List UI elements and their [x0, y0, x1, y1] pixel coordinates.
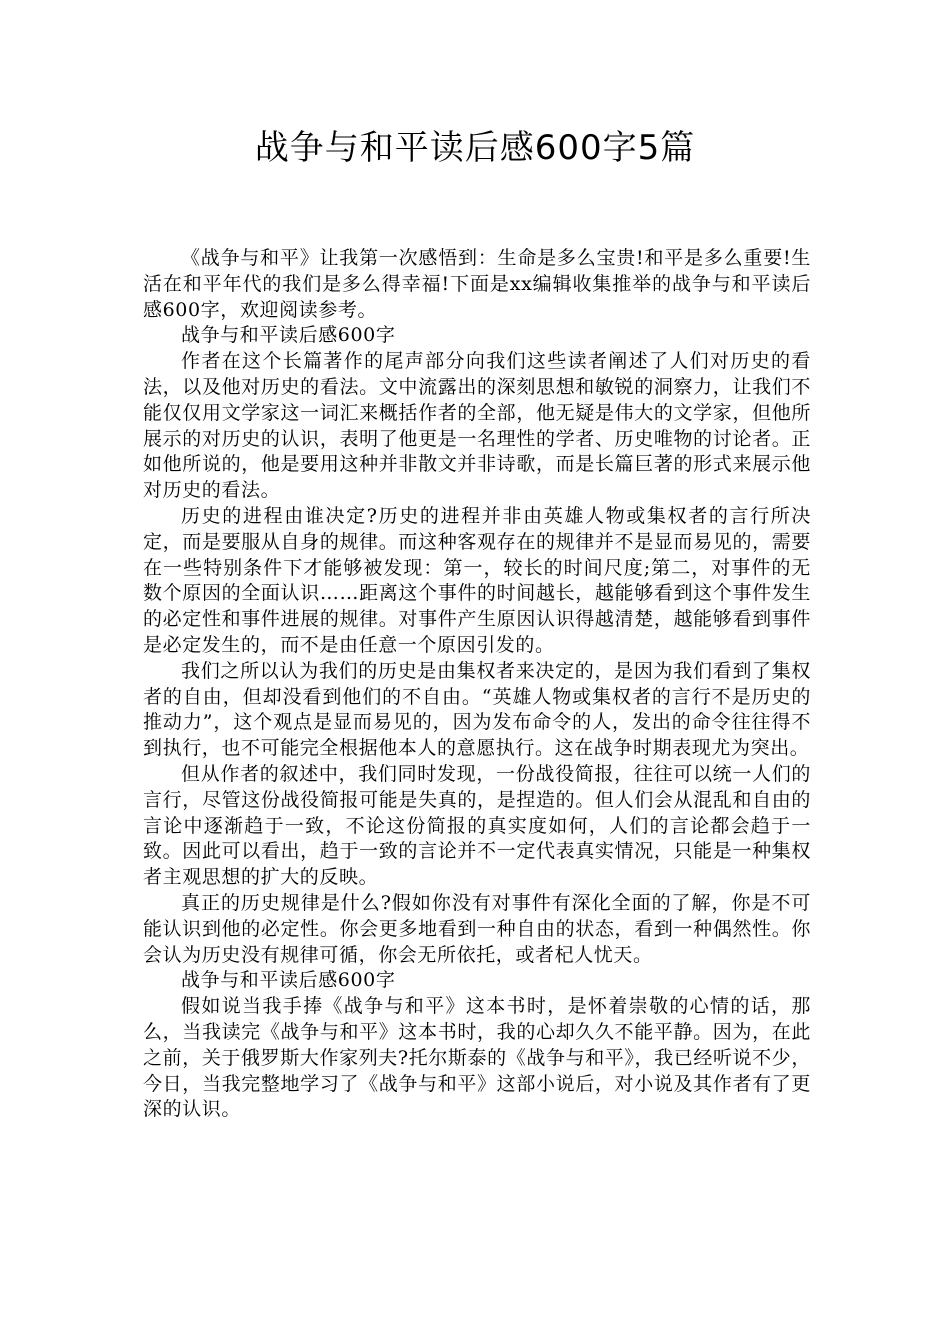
body-paragraph: 真正的历史规律是什么?假如你没有对事件有深化全面的了解，你是不可能认识到他的必定性。你会更多地看到一种自由的状态，看到一种偶然性。你会认为历史没有规律可循，你会无所依托，或者杞人忧天。	[143, 891, 811, 966]
body-paragraph: 作者在这个长篇著作的尾声部分向我们这些读者阐述了人们对历史的看法，以及他对历史的看法。文中流露出的深刻思想和敏锐的洞察力，让我们不能仅仅用文学家这一词汇来概括作者的全部，他无疑是伟大的文学家，但他所展示的对历史的认识，表明了他更是一名理性的学者、历史唯物的讨论者。正如他所说的，他是要用这种并非散文并非诗歌，而是长篇巨著的形式来展示他对历史的看法。	[143, 350, 811, 502]
body-paragraph: 历史的进程由谁决定?历史的进程并非由英雄人物或集权者的言行所决定，而是要服从自身的规律。而这种客观存在的规律并不是显而易见的，需要在一些特别条件下才能够被发现：第一，较长的时间尺度;第二，对事件的无数个原因的全面认识……距离这个事件的时间越长，越能够看到这个事件发生的必定性和事件进展的规律。对事件产生原因认识得越清楚，越能够看到事件是必定发生的，而不是由任意一个原因引发的。	[143, 504, 811, 656]
section-heading: 战争与和平读后感600字	[181, 324, 396, 347]
document-title: 战争与和平读后感600字5篇	[254, 128, 696, 168]
section-heading: 战争与和平读后感600字	[181, 969, 396, 992]
intro-paragraph: 《战争与和平》让我第一次感悟到：生命是多么宝贵!和平是多么重要!生活在和平年代的我们是多么得幸福!下面是xx编辑收集推举的战争与和平读后感600字，欢迎阅读参考。	[143, 247, 811, 321]
document-body	[143, 246, 811, 1123]
body-paragraph: 假如说当我手捧《战争与和平》这本书时，是怀着崇敬的心情的话，那么，当我读完《战争与和平》这本书时，我的心却久久不能平静。因为，在此之前，关于俄罗斯大作家列夫?托尔斯泰的《战争与和平》，我已经听说不少，今日，当我完整地学习了《战争与和平》这部小说后，对小说及其作者有了更深的认识。	[143, 995, 811, 1121]
body-paragraph: 但从作者的叙述中，我们同时发现，一份战役简报，往往可以统一人们的言行，尽管这份战役简报可能是失真的，是捏造的。但人们会从混乱和自由的言论中逐渐趋于一致，不论这份简报的真实度如何，人们的言论都会趋于一致。因此可以看出，趋于一致的言论并不一定代表真实情况，只能是一种集权者主观思想的扩大的反映。	[143, 762, 811, 889]
body-paragraph: 我们之所以认为我们的历史是由集权者来决定的，是因为我们看到了集权者的自由，但却没看到他们的不自由。“英雄人物或集权者的言行不是历史的推动力”，这个观点是显而易见的，因为发布命令的人，发出的命令往往得不到执行，也不可能完全根据他本人的意愿执行。这在战争时期表现尤为突出。	[143, 659, 811, 760]
